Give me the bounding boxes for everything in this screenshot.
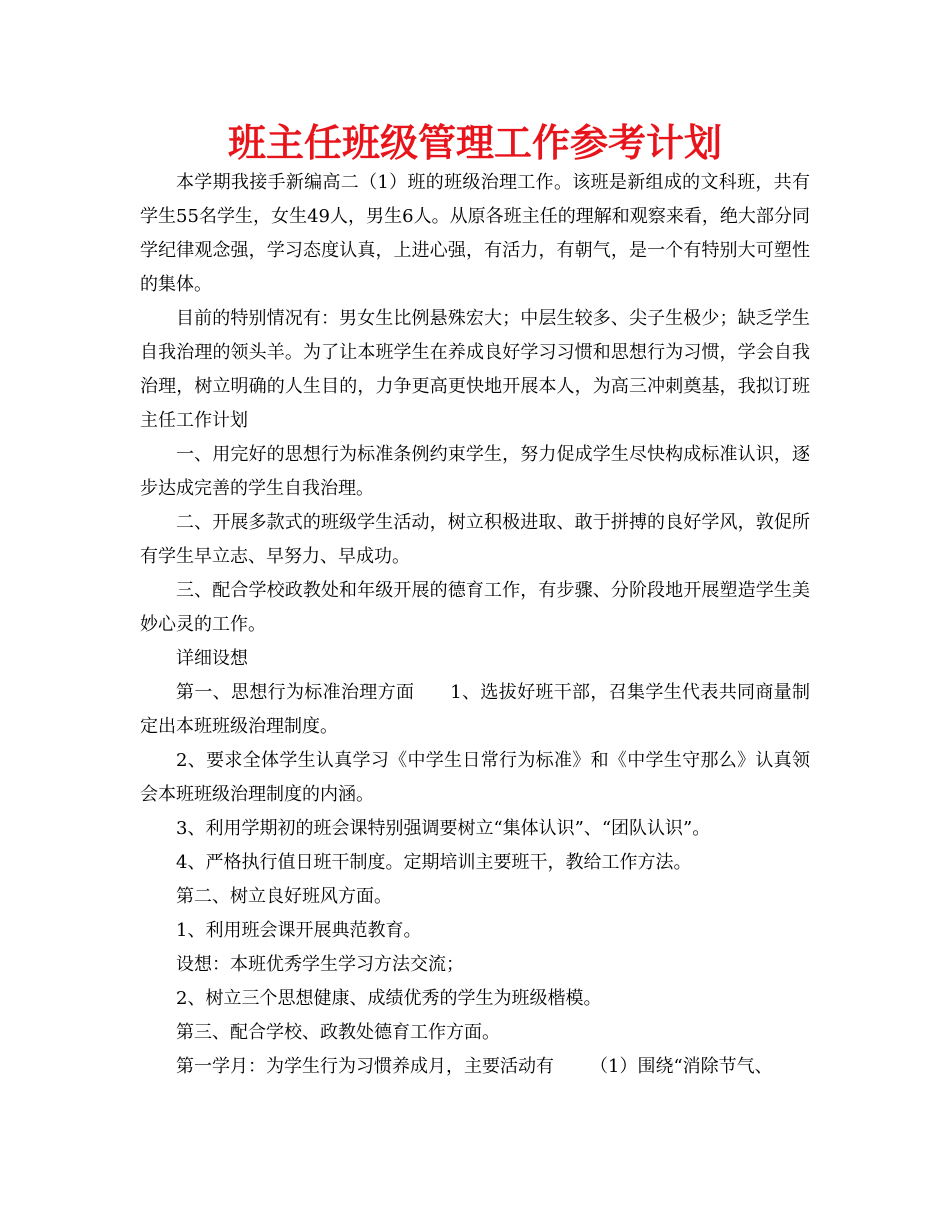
paragraph-goal-2: 二、开展多款式的班级学生活动，树立积极进取、敢于拼搏的良好学风，敦促所有学生早立志、早努力、早成功。: [140, 512, 810, 567]
first-month-text: 第一学月：为学生行为习惯养成月，主要活动有: [176, 1056, 554, 1077]
paragraph-item-4: 4、严格执行值日班干制度。定期培训主要班干，教给工作方法。: [176, 852, 692, 873]
section-2-heading: 第二、树立良好班风方面。: [176, 886, 392, 907]
section-1-heading: 第一、思想行为标准治理方面: [176, 682, 415, 703]
paragraph-first-month: [140, 1050, 810, 1084]
paragraph-section-2-item-2: 2、树立三个思想健康、成绩优秀的学生为班级楷模。: [176, 988, 602, 1009]
section-3-heading: 第三、配合学校、政教处德育工作方面。: [176, 1022, 500, 1043]
paragraph-plan-idea: 设想：本班优秀学生学习方法交流；: [176, 954, 464, 975]
section-1-item-1: 1、选拔好班干部，召集学生代表共同商量制定出本班班级治理制度。: [140, 682, 811, 737]
paragraph-situation: 目前的特别情况有：男女生比例悬殊宏大；中层生较多、尖子生极少；缺乏学生自我治理的领头羊。为了让本班学生在养成良好学习习惯和思想行为习惯，学会自我治理，树立明确的人生目的，力争更高更快地开展本人，为高三冲刺奠基，我拟订班主任工作计划: [140, 308, 810, 431]
section-heading-details: 详细设想: [176, 648, 248, 669]
paragraph-intro: 本学期我接手新编高二（1）班的班级治理工作。该班是新组成的文科班，共有学生55名学生，女生49人，男生6人。从原各班主任的理解和观察来看，绝大部分同学纪律观念强，学习态度认真，上进心强，有活力，有朝气，是一个有特别大可塑性的集体。: [140, 172, 810, 295]
paragraph-goal-3: 三、配合学校政教处和年级开展的德育工作，有步骤、分阶段地开展塑造学生美妙心灵的工作。: [140, 580, 810, 635]
paragraph-item-3: 3、利用学期初的班会课特别强调要树立“集体认识”、“团队认识”。: [176, 818, 711, 839]
paragraph-item-2: 2、要求全体学生认真学习《中学生日常行为标准》和《中学生守那么》认真领会本班班级治理制度的内涵。: [140, 750, 810, 805]
paragraph-section-2-item-1: 1、利用班会课开展典范教育。: [176, 920, 422, 941]
paragraph-section-1: [140, 676, 810, 744]
paragraph-goal-1: 一、用完好的思想行为标准条例约束学生，努力促成学生尽快构成标准认识，逐步达成完善的学生自我治理。: [140, 444, 810, 499]
document-title: 班主任班级管理工作参考计划: [227, 121, 722, 165]
document-body: [140, 166, 810, 1084]
first-month-activity: （1）围绕“消除节气、: [590, 1056, 773, 1077]
